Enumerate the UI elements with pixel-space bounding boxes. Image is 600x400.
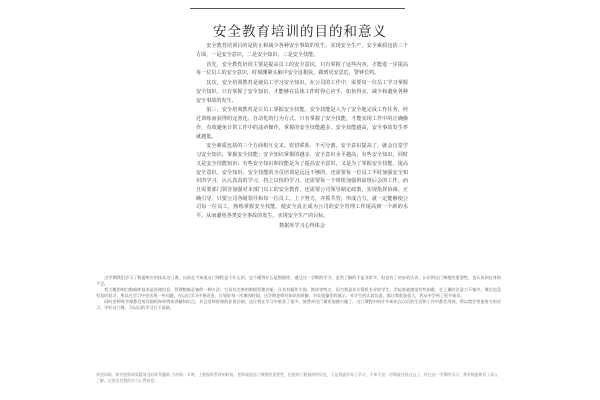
- footer-note: 欢迎同网，如有侵权或质疑请及时联系删除 当初第一节课，上数据库系统的时候，老师就说这门课程的重要性，也提到了数据库的好处，于是我就开始了学习，不知不觉一学期就这样过去了，经过这一学期的学习，我对数据库有了深入了解，这里也有我的学习心得体会。: [96, 372, 498, 383]
- header-rule: [190, 8, 405, 9]
- paragraph: 同时老师每节课都会用详细的和举例来讲解知识点，并且老师讲课的非常仔细，也让我在学习中收获了很多，使我对这门课更加感兴趣了。这门课程中的许多知识在以后的生活和工作中都会用到，所以我会更加努力的学习，学好这门课，为以后的学习打下基础。: [96, 299, 501, 311]
- paragraph: 过学期我们学习了数据库应用技术这门课，以前在不知道这门课程是干什么的，也不懂得什么是数据库，通过这一学期的学习，虽然了解的不是非常多，但也有了初步的认识，认识到这门课程的重要性，也认识到自身的不足。: [96, 275, 501, 287]
- document-body: [196, 42, 408, 232]
- paragraph: 第三，安全培训教育是让员工掌握安全技能。安全技能是人为了安全地完成工作任务，经过训练而获得的完善化、自动化的行为方式。只有掌握了安全技能，才能实现工作中的正确操作，有效避免日常工作中的违章操作，掌握的安全技能越多，安全技能越高，安全事故发生率就越低。: [196, 107, 408, 140]
- paragraph: 我大概的明白数据库技术是处理信息、管理数据必备的一种方法，它具有完善的数据管理功能，还具有操作方便、简单等特点，因为我是非计算机专业的学生，学起来就感觉有些困难，在上课时注意力不集中，课后也没有及时复习，所以在学习中会出现一些问题，在以后学习中要改进，计划好每一次课的时间，这学期老师对知识的讲解，对实验操作的演示，对学生的认真负责，都让我收获很大，我从中学到了很多知识。: [96, 287, 501, 299]
- paragraph: 首先，安全教育培训主要是提高员工的安全意识，只有掌握了这些内容，才能进一步提高每一位员工的安全意识，时刻绷紧头脑中安全这根弦，做到居安思危，警钟长鸣。: [196, 61, 408, 77]
- subheading: 数据库学习心得体会: [279, 223, 325, 229]
- secondary-body: [96, 275, 501, 312]
- paragraph: 安全教育培训目的是防止和减少各种安全事故的发生，实现安全生产。安全素质包括三个方面，一是安全意识，二是安全知识，三是安全技能。: [196, 43, 408, 58]
- document-title: 安全教育培训的目的和意义: [213, 24, 387, 40]
- paragraph: 安全素质包括的三个方面相互交叉、密切联系，不可分割。安全意识提高了，就会自觉学习安全知识，掌握安全技能；安全知识掌握的越多，安全意识水平越高；有些安全知识，同时又是安全技能知识；有些安全知识和技能是为了提高安全意识，又是为了掌握安全技能。提高安全意识、安全知识、安全技能的全员培训是远远不够的，还需要每一位员工平时加强安全知识的学习，认认真真的学习，持之以恒的学习，还需要每一个班组加强班前班后会的工作，而且需要部门领导加强对本部门员工的安全教育，还需要公司领导制定政策，实现指挥协调、正确引导，只要公司各级领导和每一位员工，上下努力，齐抓共管，形成合力，就一定能够使公司每一位员工，熟练掌握安全技能，使安全真正成为公司的安全管理工作提高到一个新的水平，从而避免各类安全事故的发生，实现安全生产的目标。: [196, 143, 408, 220]
- paragraph: 其次，安全培训教育是使员工学习安全知识，在公司的工作中，需要每一位员工学习掌握安全知识，只有掌握了安全知识，才能够在具体工作时得心应手，如鱼得水，减少和避免各种安全事故的发生。: [196, 80, 408, 104]
